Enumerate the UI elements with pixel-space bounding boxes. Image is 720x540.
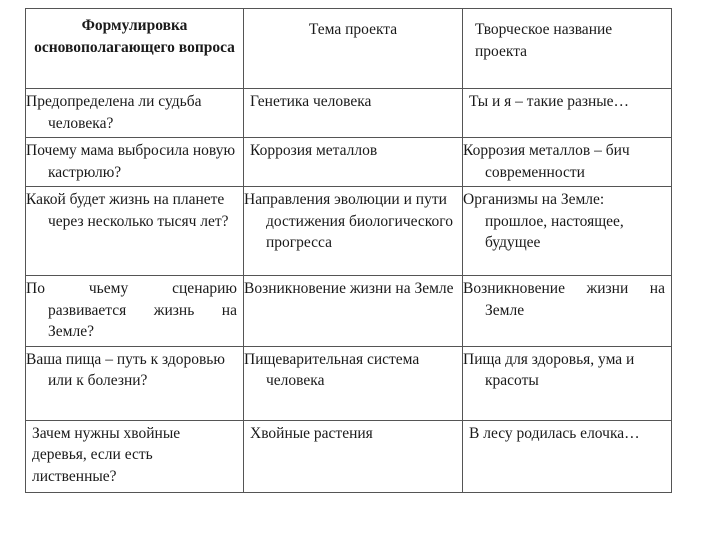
question-cell: Почему мама выбросила новую кастрюлю? [26,138,244,187]
question-cell: Ваша пища – путь к здоровью или к болезни? [26,346,244,420]
topic-cell: Пищеварительная система человека [244,346,463,420]
title-cell: Пища для здоровья, ума и красоты [463,346,672,420]
title-cell: Организмы на Земле: прошлое, настоящее, будущее [463,187,672,276]
table-row [26,138,672,187]
topic-cell: Коррозия металлов [244,138,463,187]
table-row [26,89,672,138]
question-cell: Предопределена ли судьба человека? [26,89,244,138]
table-row [26,346,672,420]
title-cell: Ты и я – такие разные… [463,89,672,138]
question-cell: Зачем нужны хвойные деревья, если есть лиственные? [26,420,244,492]
title-cell: Коррозия металлов – бич современности [463,138,672,187]
header-topic: Тема проекта [244,9,463,89]
question-cell: Какой будет жизнь на планете через несколько тысяч лет? [26,187,244,276]
table-row [26,276,672,347]
projects-table [25,8,672,493]
title-cell: В лесу родилась елочка… [463,420,672,492]
title-cell: Возникновение жизни на Земле [463,276,672,347]
table-row [26,187,672,276]
topic-cell: Хвойные растения [244,420,463,492]
topic-cell: Генетика человека [244,89,463,138]
header-question: Формулировка основополагающего вопроса [26,9,244,89]
header-title: Творческое название проекта [463,9,672,89]
topic-cell: Направления эволюции и пути достижения биологического прогресса [244,187,463,276]
table-row [26,420,672,492]
question-cell: По чьему сценарию развивается жизнь на Земле? [26,276,244,347]
table-header-row [26,9,672,89]
topic-cell: Возникновение жизни на Земле [244,276,463,347]
